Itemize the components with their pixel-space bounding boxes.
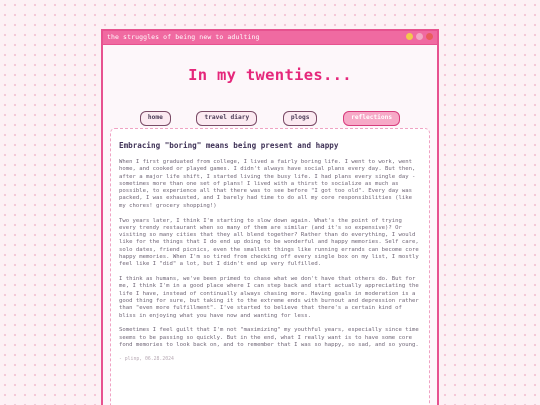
title-bar[interactable] xyxy=(103,31,437,45)
window-controls xyxy=(406,33,433,40)
post-card xyxy=(110,128,430,405)
maximize-button[interactable] xyxy=(416,33,423,40)
post-paragraph: Sometimes I feel guilt that I'm not "maximizing" my youthful years, especially since time seems to be passing so quickly. But in the end, what I really want is to have some core fond memories to look back on, and to remember that I was so happy, so sad, and so young. xyxy=(119,327,419,349)
nav-travel-diary-button[interactable]: travel diary xyxy=(196,111,257,126)
post-title: Embracing "boring" means being present and happy xyxy=(119,141,339,150)
window-title: the struggles of being new to adulting xyxy=(107,33,260,41)
nav-plogs-button[interactable]: plogs xyxy=(283,111,318,126)
post-paragraph: I think as humans, we've been primed to chase what we don't have that others do. But for me, I think I'm in a good place where I can step back and start actually appreciating the life I have, instead of continually always chasing more. Having goals in moderation is a good thing for sure, but taking it to the extreme ends with burnout and depression rather than "even more fulfillment". I've started to believe that there's a certain kind of bliss in enjoying what you have now and wanting for less. xyxy=(119,276,419,319)
nav-reflections-button[interactable]: reflections xyxy=(343,111,400,126)
nav-bar xyxy=(103,104,437,126)
page-title: In my twenties... xyxy=(188,66,352,84)
nav-home-button[interactable]: home xyxy=(140,111,171,126)
post-signoff: - plinp, 06.28.2024 xyxy=(119,356,174,362)
post-paragraph: When I first graduated from college, I lived a fairly boring life. I went to work, went home, and cooked or played games. I didn't always have social plans every day. But then, after a major life shift, I started living the busy life. I had plans every single day - sometimes more than one set of plans! I lived with a thirst to socialize as much as possible, to experience all that there was to see before "I got too old". Every day was packed, I was exhausted, and I barely had time to do all my core responsibilities (like my chores! grocery shopping!) xyxy=(119,159,416,209)
post-paragraph: Two years later, I think I'm starting to slow down again. What's the point of trying every trendy restaurant when so many of them are similar (and it's so expensive)? Or visiting so many cities that they all blend together? Rather than do everything, I would like for the things that I do end up doing to be wonderful and happy memories. Self care, solo dates, friend picnics, even the smallest things like running errands can become core happy memories. When I'm so tired from checking off every single box on my list, I mostly feel like I "did" a lot, but I didn't end up very fulfilled. xyxy=(119,217,419,268)
window-content xyxy=(103,45,437,405)
app-window xyxy=(101,29,439,405)
minimize-button[interactable] xyxy=(406,33,413,40)
close-button[interactable] xyxy=(426,33,433,40)
